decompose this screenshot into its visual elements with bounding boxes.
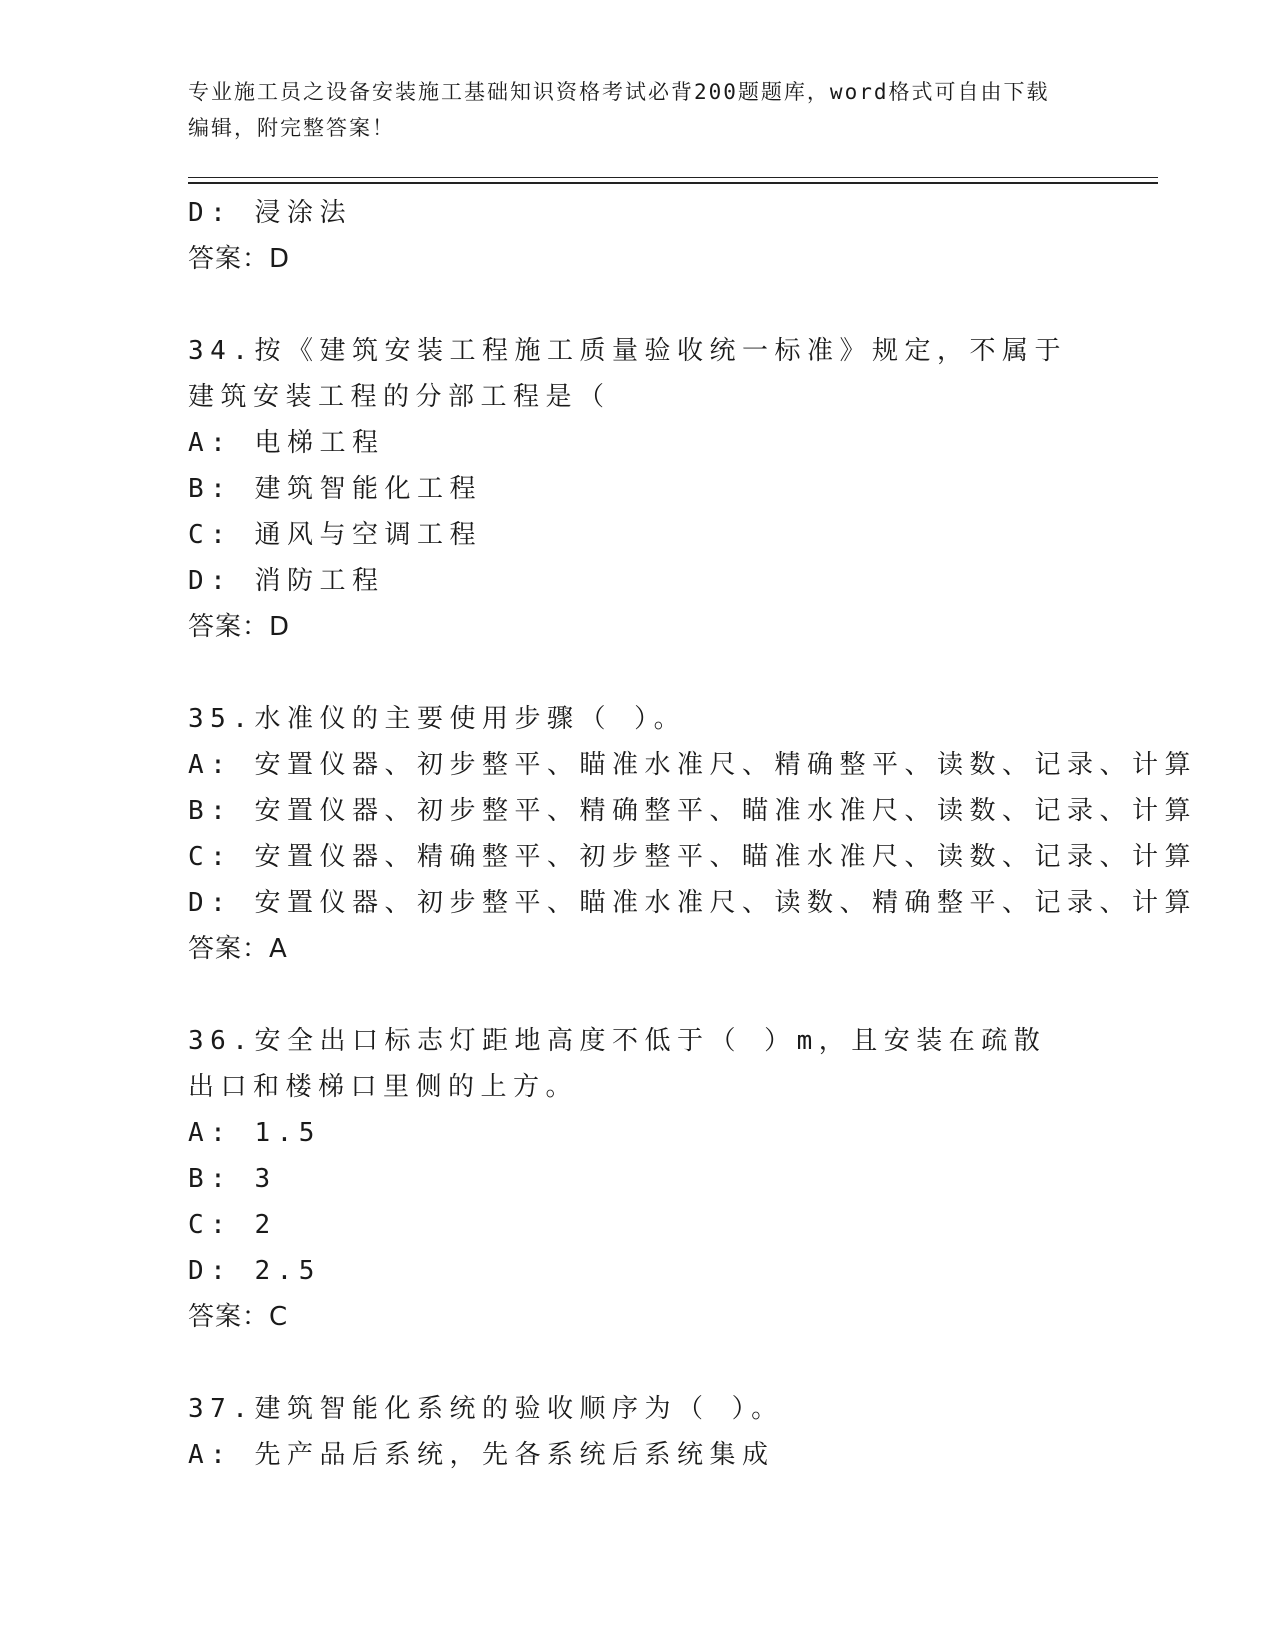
option-d: D: 安置仪器、初步整平、瞄准水准尺、读数、精确整平、记录、计算 <box>188 888 1197 918</box>
document-body <box>188 190 1197 1478</box>
page-header: 专业施工员之设备安装施工基础知识资格考试必背200题题库，word格式可自由下载编辑，附完整答案！ <box>188 80 1050 140</box>
option-c: C: 安置仪器、精确整平、初步整平、瞄准水准尺、读数、记录、计算 <box>188 842 1197 872</box>
option-d: D: 消防工程 <box>188 566 385 596</box>
question-36 <box>188 1018 1088 1340</box>
header-rule-thin <box>188 177 1158 178</box>
option-b: B: 安置仪器、初步整平、精确整平、瞄准水准尺、读数、记录、计算 <box>188 796 1197 826</box>
header-rule-thick <box>188 182 1158 184</box>
spacer <box>188 972 1088 1018</box>
question-37 <box>188 1386 1088 1478</box>
carryover-answer: 答案：D <box>188 244 291 274</box>
option-c: C: 通风与空调工程 <box>188 520 482 550</box>
question-stem: 34.按《建筑安装工程施工质量验收统一标准》规定，不属于建筑安装工程的分部工程是（ <box>188 336 1067 412</box>
option-d: D: 2.5 <box>188 1256 321 1286</box>
option-b: B: 建筑智能化工程 <box>188 474 482 504</box>
question-stem: 35.水准仪的主要使用步骤（ ）。 <box>188 704 687 734</box>
answer: 答案：A <box>188 934 288 964</box>
option-b: B: 3 <box>188 1164 277 1194</box>
question-34 <box>188 328 1088 650</box>
spacer <box>188 650 1088 696</box>
option-a: A: 安置仪器、初步整平、瞄准水准尺、精确整平、读数、记录、计算 <box>188 750 1197 780</box>
answer: 答案：D <box>188 612 291 642</box>
option-a: A: 先产品后系统，先各系统后系统集成 <box>188 1440 775 1470</box>
spacer <box>188 282 1088 328</box>
question-stem: 37.建筑智能化系统的验收顺序为（ ）。 <box>188 1394 784 1424</box>
carryover-option-d: D: 浸涂法 <box>188 198 352 228</box>
question-stem: 36.安全出口标志灯距地高度不低于（ ）m，且安装在疏散出口和楼梯口里侧的上方。 <box>188 1026 1047 1102</box>
option-c: C: 2 <box>188 1210 277 1240</box>
option-a: A: 电梯工程 <box>188 428 385 458</box>
question-35 <box>188 696 1197 972</box>
answer: 答案：C <box>188 1302 289 1332</box>
spacer <box>188 1340 1088 1386</box>
option-a: A: 1.5 <box>188 1118 321 1148</box>
